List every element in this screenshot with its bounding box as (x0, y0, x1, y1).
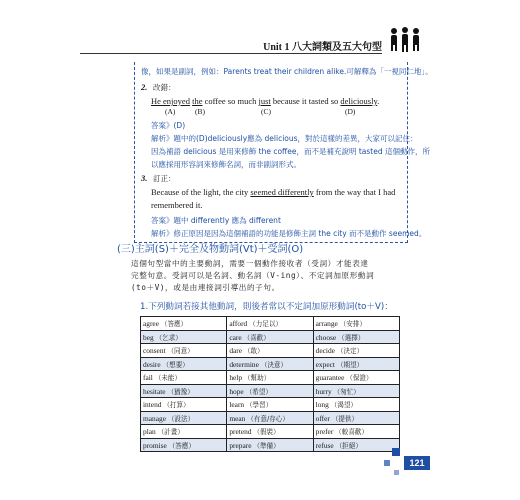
option-d-label: (D) (345, 107, 356, 116)
verb-chinese: （假裝） (253, 428, 280, 437)
table-cell (227, 357, 313, 371)
answer-3: 答案》題中 differently 應為 different (151, 216, 281, 225)
option-c-text: just (258, 96, 271, 106)
table-cell (227, 438, 313, 452)
verb-english: refuse (315, 440, 334, 450)
verb-english: desire (143, 359, 161, 369)
item-2-number: 2. (141, 82, 148, 92)
table-cell (141, 344, 227, 358)
header-rule (80, 53, 382, 54)
verb-english: plan (143, 427, 156, 437)
verb-chinese: （較喜歡） (335, 428, 369, 437)
verb-english: dare (229, 346, 243, 356)
explanation-box (134, 62, 433, 243)
option-b-label: (B) (195, 107, 205, 116)
table-cell (227, 398, 313, 412)
verb-english: afford (229, 319, 248, 329)
note-line-1: 像，如果是副詞，例如：Parents treat their children alike.可解釋為「一視同仁地」。 (141, 67, 433, 76)
table-cell (313, 330, 399, 344)
verb-chinese: （答應） (168, 441, 196, 450)
sentence-continuation: remembered it. (151, 200, 203, 210)
verb-english: determine (229, 359, 259, 369)
verb-chinese: （匆忙） (333, 387, 360, 396)
verb-chinese: （答應） (160, 320, 188, 329)
table-cell (313, 371, 399, 385)
table-row (141, 371, 400, 385)
verb-english: care (229, 332, 242, 342)
verb-chinese: （安排） (339, 320, 367, 329)
item-2-title: 改錯： (153, 83, 176, 92)
verb-chinese: （猶豫） (167, 387, 194, 396)
table-cell (141, 411, 227, 425)
section-paragraph-line-2: 完整句意。受詞可以是名詞、動名詞（V-ing）、不定詞加原形動詞 (131, 271, 375, 280)
verb-english: decide (315, 346, 335, 356)
sentence-period: . (377, 96, 380, 106)
verb-english: beg (143, 332, 154, 342)
page-number: 121 (404, 456, 430, 470)
verb-chinese: （決意） (260, 360, 288, 369)
verb-english: learn (229, 400, 245, 410)
verb-chinese: （學習） (245, 401, 273, 410)
verb-english: offer (315, 413, 330, 423)
section-heading: (三)主詞(S)＋完全及物動詞(Vt)＋受詞(O) (117, 244, 304, 255)
table-cell (227, 344, 313, 358)
verb-chinese: （打算） (163, 401, 190, 410)
sentence-part: coffee so much (204, 96, 257, 106)
verb-chinese: （拒絕） (335, 441, 362, 450)
section-paragraph-line-3: (to＋V)，或是由連接詞引導出的子句。 (131, 283, 280, 292)
explain-2-line-3: 以應採用形容詞來修飾名詞，而非副詞形式。 (151, 160, 301, 169)
verb-chinese: （敢） (243, 347, 264, 356)
table-title: 1.下列動詞若接其他動詞，則後者常以不定詞加原形動詞(to＋V)： (140, 302, 393, 312)
header-title: Unit 1 八大詞類及五大句型 (263, 42, 382, 53)
verb-chinese: （渴望） (330, 401, 358, 410)
verb-english: promise (143, 440, 167, 450)
verb-english: long (315, 400, 329, 410)
verb-chinese: （希望） (245, 387, 272, 396)
section-paragraph-line-1: 這個句型當中的主要動詞，需要一個動作接收者（受詞）才能表達 (131, 259, 369, 268)
sentence-part: from the way that I had (315, 187, 396, 197)
verb-english: manage (143, 413, 166, 423)
explain-2-line-1: 解析》題中的(D)deliciously應為 delicious，對於這樣的差異，大家可以記住： (151, 134, 418, 143)
verb-chinese: （有意/存心） (247, 414, 289, 423)
verb-english: intend (143, 400, 162, 410)
option-d-text: deliciously (340, 96, 378, 106)
correction-sentence (151, 187, 395, 197)
table-cell (313, 357, 399, 371)
decor-square (394, 470, 399, 475)
verb-chinese: （計畫） (157, 428, 184, 437)
verb-english: hurry (315, 386, 332, 396)
table-cell (141, 438, 227, 452)
table-cell (227, 425, 313, 439)
verb-english: choose (315, 332, 337, 342)
table-row (141, 438, 400, 452)
verb-english: consent (143, 346, 166, 356)
verb-chinese: （同意） (167, 347, 194, 356)
verb-english: prepare (229, 440, 252, 450)
verb-english: fail (143, 373, 153, 383)
option-c-label: (C) (261, 107, 271, 116)
table-row (141, 344, 400, 358)
table-cell (141, 317, 227, 331)
decor-square (392, 448, 400, 456)
table-cell (227, 384, 313, 398)
verb-chinese: （決定） (336, 347, 364, 356)
table-cell (141, 384, 227, 398)
table-row (141, 425, 400, 439)
verb-chinese: （期望） (336, 360, 364, 369)
verb-chinese: （乞求） (155, 333, 182, 342)
verb-chinese: （未能） (154, 374, 182, 383)
verb-english: help (229, 373, 243, 383)
verb-chinese: （幫助） (243, 374, 271, 383)
table-cell (141, 357, 227, 371)
sentence-part: Because of the light, the city (151, 187, 249, 197)
verb-chinese: （準備） (253, 441, 280, 450)
explain-3: 解析》修正原因是因為這個補語的功能是修飾主詞 the city 而不是動作 seemed。 (151, 229, 427, 238)
verb-english: arrange (315, 319, 338, 329)
table-row (141, 398, 400, 412)
question-sentence (151, 96, 379, 106)
table-cell (313, 411, 399, 425)
table-cell (227, 411, 313, 425)
table-row (141, 357, 400, 371)
option-a-text: He enjoyed (151, 96, 190, 106)
verb-chinese: （想要） (162, 360, 189, 369)
verb-english: agree (143, 319, 159, 329)
verb-table (140, 316, 400, 452)
table-cell (141, 371, 227, 385)
table-cell (313, 317, 399, 331)
error-phrase: seemed differently (250, 187, 314, 197)
verb-chinese: （提供） (331, 414, 359, 423)
item-3-number: 3. (141, 173, 148, 183)
table-row (141, 330, 400, 344)
table-row (141, 411, 400, 425)
table-cell (227, 330, 313, 344)
verb-chinese: （選擇） (338, 333, 365, 342)
verb-chinese: （力足以） (249, 320, 283, 329)
verb-english: mean (229, 413, 246, 423)
table-cell (313, 438, 399, 452)
decor-square (384, 460, 390, 466)
table-cell (141, 330, 227, 344)
table-cell (141, 425, 227, 439)
table-cell (313, 398, 399, 412)
verb-chinese: （設法） (167, 414, 195, 423)
table-cell (227, 317, 313, 331)
people-figures-icon (388, 26, 422, 52)
verb-english: pretend (229, 427, 252, 437)
table-cell (313, 425, 399, 439)
table-cell (313, 384, 399, 398)
verb-english: hope (229, 386, 244, 396)
verb-english: prefer (315, 427, 334, 437)
table-cell (141, 398, 227, 412)
running-header (80, 40, 440, 54)
verb-english: expect (315, 359, 335, 369)
sentence-part: because it tasted so (272, 96, 339, 106)
table-cell (313, 344, 399, 358)
option-b-text: the (192, 96, 203, 106)
explain-2-line-2: 因為補語 delicious 是用來修飾 the coffee，而不是補充說明 tasted 這個動作，所 (151, 147, 430, 156)
verb-chinese: （喜歡） (243, 333, 270, 342)
table-row (141, 317, 400, 331)
item-3-title: 訂正： (153, 174, 176, 183)
answer-2: 答案》(D) (151, 121, 186, 130)
verb-english: hesitate (143, 386, 166, 396)
table-cell (227, 371, 313, 385)
verb-english: guarantee (315, 373, 345, 383)
option-a-label: (A) (165, 107, 176, 116)
verb-chinese: （保證） (346, 374, 373, 383)
table-row (141, 384, 400, 398)
